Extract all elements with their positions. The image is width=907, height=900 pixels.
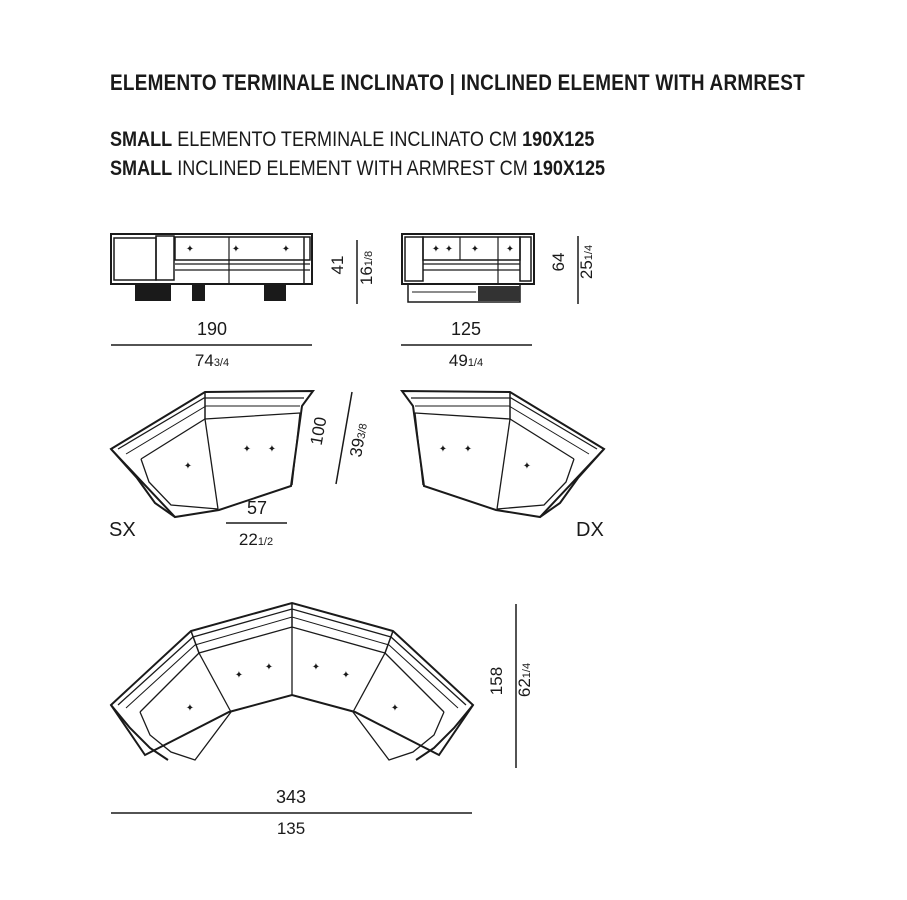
svg-text:✦: ✦ <box>444 244 454 255</box>
svg-text:✦: ✦ <box>341 670 351 681</box>
plan-left-label: SX <box>109 519 136 541</box>
subtitle-english: SMALL INCLINED ELEMENT WITH ARMREST CM 190X125 <box>110 157 606 180</box>
svg-text:✦: ✦ <box>470 244 480 255</box>
front-width-cm: 190 <box>196 319 228 339</box>
svg-text:✦: ✦ <box>183 461 193 472</box>
page-title: ELEMENTO TERMINALE INCLINATO | INCLINED ELEMENT WITH ARMREST <box>110 70 805 95</box>
seat-width-in: 221/2 <box>238 530 274 549</box>
svg-text:✦: ✦ <box>522 461 532 472</box>
front-height-in: 161/8 <box>357 250 376 286</box>
svg-text:✦: ✦ <box>390 703 400 714</box>
composition-width-cm: 343 <box>275 787 307 807</box>
plan-sx <box>111 391 313 517</box>
plan-depth-in: 393/8 <box>346 422 370 459</box>
svg-text:✦: ✦ <box>185 703 195 714</box>
side-height-in: 251/4 <box>577 244 596 280</box>
svg-text:✦: ✦ <box>264 662 274 673</box>
svg-text:✦: ✦ <box>281 244 291 255</box>
side-width-cm: 125 <box>450 319 482 339</box>
side-height-cm: 64 <box>549 252 568 272</box>
svg-text:✦: ✦ <box>242 444 252 455</box>
composition-plan <box>111 603 473 760</box>
svg-text:✦: ✦ <box>231 244 241 255</box>
svg-text:✦: ✦ <box>431 244 441 255</box>
plan-dx <box>402 391 604 517</box>
seat-width-cm: 57 <box>246 498 268 518</box>
svg-text:✦: ✦ <box>438 444 448 455</box>
composition-depth-cm: 158 <box>487 666 506 696</box>
front-width-in: 743/4 <box>194 351 230 370</box>
composition-width-in: 135 <box>276 819 306 838</box>
subtitle-italian: SMALL ELEMENTO TERMINALE INCLINATO CM 190X125 <box>110 128 595 151</box>
svg-text:✦: ✦ <box>267 444 277 455</box>
front-height-cm: 41 <box>328 255 347 275</box>
svg-text:✦: ✦ <box>463 444 473 455</box>
plan-depth-cm: 100 <box>306 415 331 447</box>
svg-text:✦: ✦ <box>185 244 195 255</box>
svg-text:✦: ✦ <box>311 662 321 673</box>
svg-text:✦: ✦ <box>505 244 515 255</box>
plan-right-label: DX <box>576 519 604 541</box>
composition-depth-in: 621/4 <box>515 662 534 698</box>
side-width-in: 491/4 <box>448 351 484 370</box>
svg-text:✦: ✦ <box>234 670 244 681</box>
